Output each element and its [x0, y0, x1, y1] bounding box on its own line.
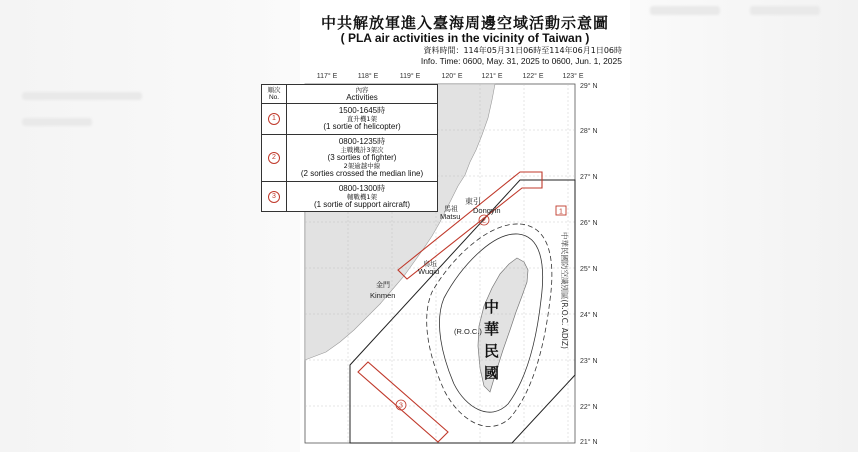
lon-122: 122° E [522, 73, 544, 80]
row-desc-zh: 輔戰機1架 [346, 193, 378, 201]
lon-118: 118° E [357, 73, 379, 80]
latitude-labels [580, 82, 598, 446]
roc-label-en: (R.O.C.) [454, 327, 482, 336]
dongyin-label-en: Dongyin [473, 206, 501, 215]
lon-117: 117° E [316, 73, 338, 80]
roc-label-zh-1: 中 [484, 298, 500, 316]
roc-label-zh-2: 華 [484, 320, 500, 338]
header-no-en: No. [268, 94, 280, 101]
adiz-label: 中華民國防空識別區(R.O.C. ADIZ) [560, 232, 569, 349]
dongyin-label-zh: 東引 [465, 197, 481, 206]
row-desc-en: (1 sortie of support aircraft) [313, 200, 411, 209]
lon-120: 120° E [441, 73, 463, 80]
longitude-labels [317, 72, 584, 80]
row-desc-zh-2: 2架逾越中線 [343, 162, 381, 170]
roc-label-zh-4: 國 [484, 364, 500, 382]
row-desc-zh: 主戰機計3架次 [340, 146, 384, 154]
wuqiu-label-zh: 烏坵 [423, 260, 437, 268]
table-row [262, 135, 437, 182]
matsu-label-zh: 馬祖 [444, 205, 458, 213]
map-title-chinese: 中共解放軍進入臺海周邊空域活動示意圖 [320, 14, 609, 32]
table-row [262, 104, 437, 135]
row-number-badge: 3 [268, 191, 280, 203]
row-desc-zh: 直升機1架 [346, 115, 378, 123]
row-desc-en: (3 sorties of fighter) [327, 153, 397, 162]
map-title-english: ( PLA air activities in the vicinity of Taiwan ) [340, 31, 590, 45]
lat-26: 26° N [580, 220, 598, 227]
lat-22: 22° N [580, 404, 598, 411]
row-desc-en: (1 sortie of helicopter) [323, 122, 401, 131]
header-no-zh: 順次 [267, 86, 281, 94]
wuqiu-label-en: Wuqiu [418, 267, 440, 276]
marker-2-label: 2 [482, 217, 486, 225]
lon-119: 119° E [399, 73, 421, 80]
lon-121: 121° E [481, 73, 503, 80]
row-desc-en-2: (2 sorties crossed the median line) [300, 169, 424, 178]
row-time: 1500-1645時 [338, 106, 386, 115]
table-header [262, 85, 437, 104]
row-time: 0800-1300時 [338, 184, 386, 193]
row-number-badge: 1 [268, 113, 280, 125]
lat-28: 28° N [580, 128, 598, 135]
header-act-en: Activities [346, 93, 378, 102]
header-act-zh: 內容 [355, 86, 369, 94]
info-time-chinese: 資料時間：114年05月31日06時至114年06月1日06時 [423, 46, 622, 55]
info-time-english: Info. Time: 0600, May. 31, 2025 to 0600, Jun. 1, 2025 [420, 56, 622, 66]
lat-29: 29° N [580, 83, 598, 90]
lat-25: 25° N [580, 266, 598, 273]
row-number-badge: 2 [268, 152, 280, 164]
lat-21: 21° N [580, 439, 598, 446]
lat-27: 27° N [580, 174, 598, 181]
roc-label-zh-3: 民 [484, 342, 500, 360]
marker-3-label: 3 [399, 402, 403, 410]
kinmen-label-zh: 金門 [376, 281, 390, 289]
table-row [262, 182, 437, 212]
marker-1-label: 1 [559, 208, 563, 216]
lat-24: 24° N [580, 312, 598, 319]
lon-123: 123° E [562, 73, 584, 80]
kinmen-label-en: Kinmen [370, 291, 396, 300]
lat-23: 23° N [580, 358, 598, 365]
row-time: 0800-1235時 [338, 137, 386, 146]
activities-table [261, 84, 438, 212]
matsu-label-en: Matsu [440, 212, 461, 221]
